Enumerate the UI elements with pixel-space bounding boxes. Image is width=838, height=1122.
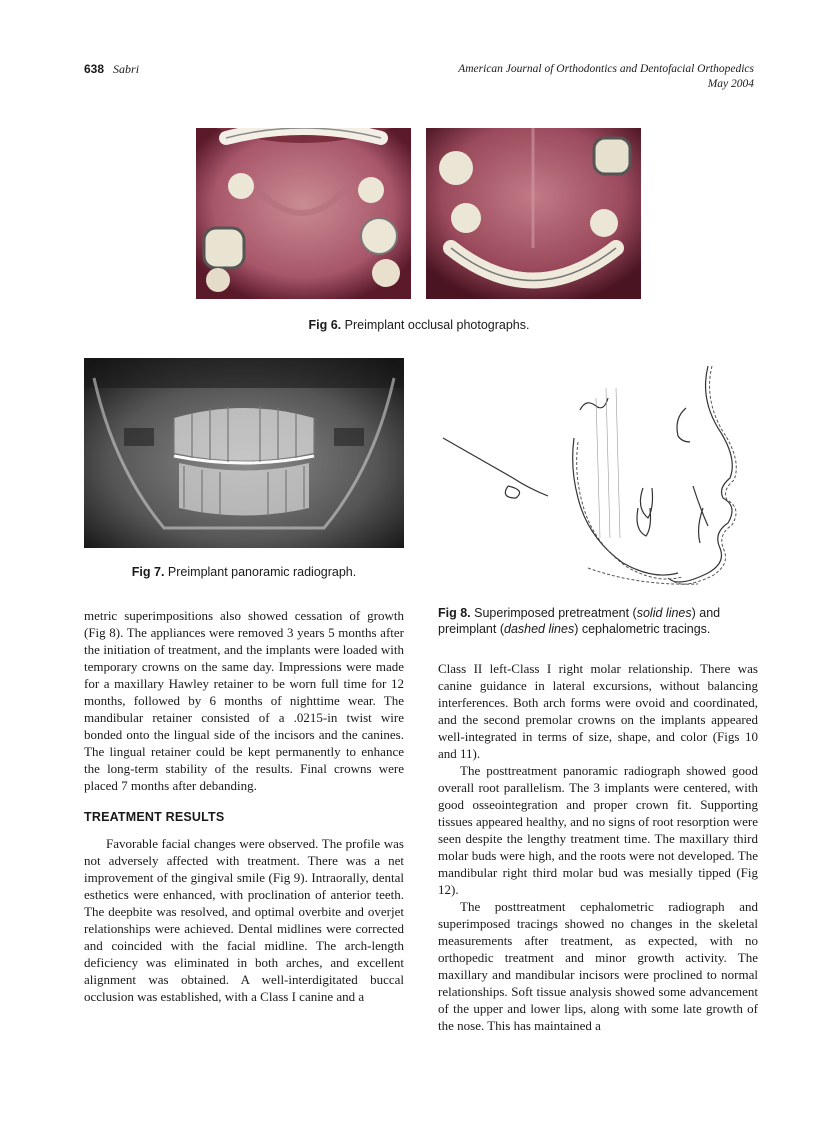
fig6-maxillary-occlusal-photo	[196, 128, 411, 299]
fig8-caption-em2: dashed lines	[504, 622, 575, 636]
section-heading-treatment-results: TREATMENT RESULTS	[84, 810, 225, 824]
fig7-panoramic-radiograph	[84, 358, 404, 548]
fig8-caption	[438, 605, 758, 637]
mandibular-occlusal-image	[426, 128, 641, 299]
maxillary-occlusal-image	[196, 128, 411, 299]
left-paragraph-2: Favorable facial changes were observed. The profile was not adversely affected with treatment. There was a net improvement of the gingival smile (Fig 9). Intraorally, dental esthetics were enhanced, with proclination of anterior teeth. The deepbite was resolved, and optimal overbite and overjet relationships were achieved. Dental midlines were corrected and coincided with the facial midline. The arch-length deficiency was eliminated in both arches, and excellent alignment was obtained. A well-interdigitated buccal occlusion was established, with a Class I canine and a	[84, 836, 404, 1004]
issue-date: May 2004	[707, 78, 754, 90]
page-number: 638	[84, 62, 105, 76]
fig6-mandibular-occlusal-photo	[426, 128, 641, 299]
right-paragraph-2: The posttreatment panoramic radiograph showed good overall root parallelism. The 3 implants were centered, with good osseointegration and proper crown fit. Supporting tissues appeared healthy, and no signs of root resorption were seen despite the lengthy treatment time. The maxillary third molar buds were high, and the roots were not developed. The mandibular right third molar bud was mesially tipped (Fig 12).	[438, 763, 758, 897]
right-paragraph-3: The posttreatment cephalometric radiograph and superimposed tracings showed no changes in the skeletal measurements after treatment, as expected, with no orthopedic treatment and minor growth activity. The maxillary and mandibular incisors were proclined to normal relationships. Soft tissue analysis showed some advancement of the upper and lower lips, along with some late growth of the nose. This has maintained a	[438, 899, 758, 1033]
fig7-label: Fig 7.	[131, 565, 165, 579]
right-column	[438, 660, 758, 1034]
running-author: Sabri	[113, 62, 140, 76]
fig8-label: Fig 8.	[438, 606, 471, 620]
fig7-caption-text: Preimplant panoramic radiograph.	[167, 565, 357, 579]
fig6-label: Fig 6.	[308, 318, 342, 332]
fig6-caption	[0, 318, 838, 332]
fig8-caption-part3: ) cephalometric tracings.	[574, 622, 711, 636]
journal-title: American Journal of Orthodontics and Dentofacial Orthopedics	[458, 63, 754, 75]
running-header-left	[84, 62, 139, 77]
fig8-caption-part2: ) and preimplant (	[438, 606, 721, 636]
panoramic-radiograph-image	[84, 358, 404, 548]
cephalometric-tracing-drawing	[438, 358, 758, 593]
running-header-right	[458, 62, 754, 92]
right-paragraph-1: Class II left-Class I right molar relationship. There was canine guidance in lateral excursions, without balancing interferences. Both arch forms were ovoid and coordinated, and the second premolar crowns on the implants appeared well-integrated in terms of size, shape, and color (Figs 10 and 11).	[438, 661, 758, 761]
left-paragraph-1: metric superimpositions also showed cessation of growth (Fig 8). The appliances were removed 3 years 5 months after the initiation of treatment, and the implants were loaded with temporary crowns on the same day. Impressions were made for a maxillary Hawley retainer to be worn full time for 12 months, followed by 6 months of nighttime wear. The mandibular retainer consisted of a .0215-in twist wire bonded onto the lingual side of the incisors and the canines. The lingual retainer could be kept permanently to enhance the long-term stability of the results. Final crowns were placed 7 months after debanding.	[84, 608, 404, 793]
fig8-cephalometric-tracing	[438, 358, 758, 593]
left-column	[84, 607, 404, 1005]
fig8-caption-em1: solid lines	[636, 606, 692, 620]
fig6-caption-text: Preimplant occlusal photographs.	[344, 318, 530, 332]
fig7-caption	[84, 565, 404, 579]
fig8-caption-part1: Superimposed pretreatment (	[474, 606, 637, 620]
